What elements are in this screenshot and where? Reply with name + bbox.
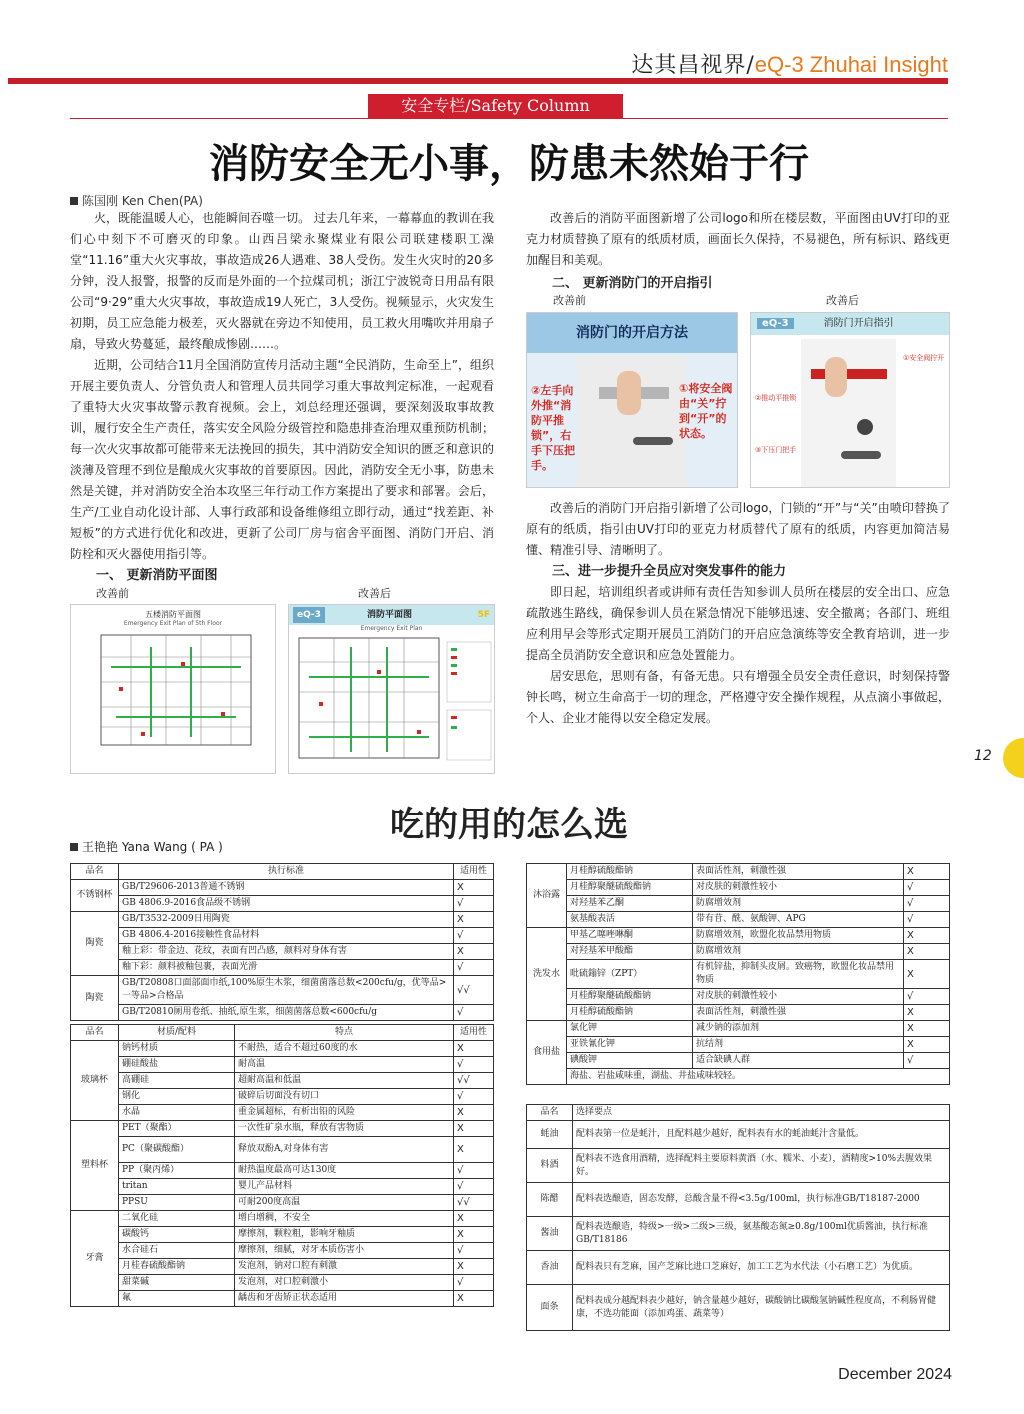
door-handle (841, 451, 881, 459)
table-cell: 月桂醇聚醚硫酸酯钠 (567, 880, 693, 896)
table-cell: X (454, 1105, 494, 1121)
table-cell: 重金属超标，有析出铅的风险 (235, 1105, 454, 1121)
table-cell: 碘酸钾 (567, 1053, 693, 1069)
table-cell: X (904, 1021, 950, 1037)
table-cell: 酱油 (527, 1217, 573, 1251)
door-after-step1: ①安全阀拧开 (903, 354, 945, 362)
table-cell: 二氧化硅 (119, 1211, 235, 1227)
table-cell: 食用盐 (527, 1021, 567, 1085)
table-cell: GB 4806.9-2016食品级不锈钢 (119, 896, 454, 912)
section-heading: 三、进一步提升全员应对突发事件的能力 (552, 564, 787, 579)
table-header: 适用性 (454, 1025, 494, 1041)
door-before-right-note: ①将安全阀由“关”拧到“开”的状态。 (679, 382, 733, 440)
table-row (71, 1291, 494, 1307)
plan-before-subtitle: Emergency Exit Plan of 5th Floor (123, 620, 223, 627)
caption-before: 改善前 (96, 587, 129, 600)
table-cell: √ (454, 1179, 494, 1195)
table-cell: GB/T29606-2013普通不锈钢 (119, 880, 454, 896)
plan-after-subtitle: Emergency Exit Plan (360, 625, 423, 632)
plan-after-banner (289, 605, 494, 625)
table-cell: 表面活性剂，刺激性强 (693, 1005, 904, 1021)
table-row (71, 1137, 494, 1163)
article1-left-column (70, 208, 494, 586)
table-cell: PET（聚酯） (119, 1121, 235, 1137)
table-materials (70, 1024, 494, 1307)
table-cell: 配料表只有芝麻，国产芝麻比进口芝麻好，加工工艺为水代法（小石磨工艺）为优质。 (573, 1251, 950, 1285)
caption-before: 改善前 (553, 294, 586, 307)
table-cell: 配料表第一位是蚝汁，且配料越少越好，配料表有水的蚝油蚝汁含量低。 (573, 1121, 950, 1149)
table-cell: 沐浴露 (527, 864, 567, 928)
column-rule (70, 118, 948, 119)
table-cell: 可耐200度高温 (235, 1195, 454, 1211)
table-cell: 破碎后切面没有切口 (235, 1089, 454, 1105)
table-header: 适用性 (454, 864, 494, 880)
table-row (71, 1179, 494, 1195)
table-row (527, 880, 950, 896)
table-cell: √ (904, 989, 950, 1005)
door-photo (801, 339, 896, 487)
table-cell: √ (454, 1275, 494, 1291)
table-row (71, 1211, 494, 1227)
table-cell: GB/T3532-2009日用陶瓷 (119, 912, 454, 928)
table-row (527, 1053, 950, 1069)
table-cell: 亚铁氰化钾 (567, 1037, 693, 1053)
table-cell: √ (454, 1005, 494, 1021)
table-header: 品名 (71, 1025, 119, 1041)
table-cell: 释放双酚A,对身体有害 (235, 1137, 454, 1163)
door-guide-after-image (750, 312, 950, 488)
table-cell: 防腐增效剂，欧盟化妆品禁用物质 (693, 928, 904, 944)
table-row (71, 944, 494, 960)
table-row (527, 1069, 950, 1085)
table-row (527, 1121, 950, 1149)
table-cell: PPSU (119, 1195, 235, 1211)
table-row (71, 1057, 494, 1073)
door-photo (577, 357, 687, 487)
table-row (527, 989, 950, 1005)
table-row (527, 928, 950, 944)
table-cell: 洗发水 (527, 928, 567, 1021)
table-cell: X (904, 864, 950, 880)
door-after-step2: ②推动平推锁 (755, 394, 797, 402)
safety-valve (857, 419, 873, 435)
table-cell: √√ (454, 1073, 494, 1089)
table-cell: PC（聚碳酸酯） (119, 1137, 235, 1163)
table-cell: 月桂春硫酸酯钠 (119, 1259, 235, 1275)
table-cups-standards (70, 863, 494, 1021)
push-bar (811, 369, 887, 379)
table-row (527, 1251, 950, 1285)
table-cell: 带有苷、酰、氨酸钾、APG (693, 912, 904, 928)
table-cell: 牙膏 (71, 1211, 119, 1307)
table-cell: 适合缺碘人群 (693, 1053, 904, 1069)
table-cell: √ (904, 1053, 950, 1069)
table-header: 特点 (235, 1025, 454, 1041)
table-row (71, 1073, 494, 1089)
table-cell: 甜菜碱 (119, 1275, 235, 1291)
table-row (71, 880, 494, 896)
table-cell: √ (904, 912, 950, 928)
table-row (527, 912, 950, 928)
table-cell: √ (454, 928, 494, 944)
table-cell: 超耐高温和低温 (235, 1073, 454, 1089)
hand (825, 357, 847, 397)
table-cell: X (454, 1259, 494, 1275)
table-cell: √ (454, 1163, 494, 1179)
table-cell: 塑料杯 (71, 1121, 119, 1211)
table-cell: 面条 (527, 1285, 573, 1331)
page-number: 12 (974, 748, 992, 764)
table-cell: √ (904, 896, 950, 912)
table-row (527, 960, 950, 989)
table-cell: 不耐热，适合不超过60度的水 (235, 1041, 454, 1057)
article1-author (70, 192, 203, 209)
table-cell: √ (454, 960, 494, 976)
table-cell: 配料表不选食用酒精，选择配料主要原料黄酒（水、糯米、小麦），酒精度>10%去腥效果好。 (573, 1149, 950, 1183)
table-cell: 碳酸钙 (119, 1227, 235, 1243)
table-row (71, 928, 494, 944)
paragraph: 即日起，培训组织者或讲师有责任告知参训人员所在楼层的安全出口、应急疏散逃生路线，确保参训人员在紧急情况下能够迅速、安全撤离；各部门、班组应利用早会等形式定期开展员工消防门的开启应急演练等安全教育培训，进一步提高全员消防安全意识和应急处置能力。 (526, 585, 950, 662)
table-cell: GB/T20810厕用卷纸、抽纸,原生浆，细菌菌落总数<600cfu/g (119, 1005, 454, 1021)
table-cell: 釉下彩：颜料被釉包裹，表面光滑 (119, 960, 454, 976)
table-row (71, 1195, 494, 1211)
table-header: 材质/配料 (119, 1025, 235, 1041)
table-row (527, 1149, 950, 1183)
table-cell: 陶瓷 (71, 976, 119, 1021)
table-cell: 配料表成分越配料表少越好，钠含量越少越好，碳酸钠比碳酸氢钠碱性程度高，不利肠胃健康，不选功能面（添加鸡蛋、蔬菜等） (573, 1285, 950, 1331)
table-row (71, 1005, 494, 1021)
table-cell: 硼硅酸盐 (119, 1057, 235, 1073)
table-cell: 水合硅石 (119, 1243, 235, 1259)
author-bullet-icon (70, 197, 78, 205)
table-row (71, 896, 494, 912)
table-cell: X (454, 880, 494, 896)
table-row (71, 960, 494, 976)
table-cell: 陶瓷 (71, 912, 119, 976)
header-zh: 达其昌视界/ (631, 53, 755, 78)
table-row (71, 1041, 494, 1057)
floor-plan-before-image (70, 604, 276, 774)
table-cell: 对皮肤的刺激性较小 (693, 989, 904, 1005)
table-row (71, 1259, 494, 1275)
table-cell: 摩擦剂，颗粒粗，影响牙釉质 (235, 1227, 454, 1243)
table-cell: X (454, 1211, 494, 1227)
table-cell: X (904, 960, 950, 989)
paragraph: 改善后的消防门开启指引新增了公司logo，门锁的“开”与“关”由喷印替换了原有的纸质，指引由UV打印的亚克力材质替代了原有的纸质，内容更加简洁易懂、精准引导、清晰明了。 (526, 501, 950, 557)
paragraph: 居安思危，思则有备，有备无患。只有增强全员安全责任意识，时刻保持警钟长鸣，树立生命高于一切的理念，严格遵守安全操作规程，从点滴小事做起，个人、企业才能得以安全稳定发展。 (526, 669, 950, 725)
table-cell: tritan (119, 1179, 235, 1195)
table-cell: 氟 (119, 1291, 235, 1307)
table-cell: √ (904, 880, 950, 896)
table-cell: √ (454, 1243, 494, 1259)
caption-after: 改善后 (358, 587, 391, 600)
table-cell: √ (454, 896, 494, 912)
article1-right-column-top (526, 208, 950, 294)
paragraph: 近期，公司结合11月全国消防宣传月活动主题“全民消防，生命至上”，组织开展主要负责人、分管负责人和管理人员共同学习重大事故判定标准，一起观看了重特大火灾事故警示教育视频。会上，刘总经理还强调，要深刻汲取事故教训，履行安全生产责任，落实安全风险分级管控和隐患排查治理双重预防机制；每一次火灾事故都可能带来无法挽回的损失，其中消防安全知识的匮乏和意识的淡薄及管理不到位是酿成火灾事故的首要原因。因此，消防安全无小事，防患未然是关键，并对消防安全治本攻坚三年行动工作方案提出了要求和部署。会后，生产/工业自动化设计部、人事行政部和设备维修组立即行动，通过“找差距、补短板”的方式进行优化和改进，更新了公司厂房与宿舍平面图、消防门开启、消防栓和灭火器使用指引等。 (70, 358, 494, 561)
hand (617, 371, 641, 415)
table-cell: GB 4806.4-2016接触性食品材料 (119, 928, 454, 944)
table-row (527, 1021, 950, 1037)
table-row (71, 1121, 494, 1137)
table-cell: 摩擦剂，细腻，对牙本质伤害小 (235, 1243, 454, 1259)
author-bullet-icon (70, 843, 78, 851)
table-cell: 不锈钢杯 (71, 880, 119, 912)
paragraph: 改善后的消防平面图新增了公司logo和所在楼层数，平面图由UV打印的亚克力材质替换了原有的纸质材质，画面长久保持，不易褪色，所有标识、路线更加醒目和美观。 (526, 211, 950, 267)
table-cell: 表面活性剂，刺激性强 (693, 864, 904, 880)
table-cell: 海盐、岩盐咸味重，湖盐、井盐咸味较轻。 (567, 1069, 950, 1085)
table-row (527, 1183, 950, 1217)
table-cell: 耐高温 (235, 1057, 454, 1073)
magazine-header (631, 48, 948, 79)
table-cell: 耐热温度最高可达130度 (235, 1163, 454, 1179)
plan-after-floor: 5F (477, 610, 490, 620)
table-cell: 龋齿和牙齿矫正状态适用 (235, 1291, 454, 1307)
table-cell: X (454, 1041, 494, 1057)
table-cell: 防腐增效剂 (693, 944, 904, 960)
plan-after-title: 消防平面图 (367, 610, 413, 620)
table-cell: √ (454, 1089, 494, 1105)
table-cell: 对皮肤的刺激性较小 (693, 880, 904, 896)
table-cell: 增白增稠，不安全 (235, 1211, 454, 1227)
door-before-left-note: ②左手向外推“消防平推锁”，右手下压把手。 (531, 384, 575, 472)
table-cell: 氨基酸表活 (567, 912, 693, 928)
table-header: 执行标准 (119, 864, 454, 880)
table-cell: √√ (454, 1195, 494, 1211)
table-row (527, 944, 950, 960)
table-cell: 一次性矿泉水瓶，释放有害物质 (235, 1121, 454, 1137)
table-row (71, 1227, 494, 1243)
article1-right-column-bottom (526, 498, 950, 729)
table-row (71, 1163, 494, 1179)
caption-after: 改善后 (826, 294, 859, 307)
table-header: 选择要点 (573, 1105, 950, 1121)
author-name: 陈国刚 Ken Chen(PA) (82, 194, 203, 208)
table-cell: 钠钙材质 (119, 1041, 235, 1057)
table-header: 品名 (527, 1105, 573, 1121)
table-cell: 高硼硅 (119, 1073, 235, 1089)
header-rule (8, 78, 948, 84)
table-cell: PP（聚丙烯） (119, 1163, 235, 1179)
table-cell: X (454, 1137, 494, 1163)
table-row (527, 1005, 950, 1021)
table-cell: 有机锌盐，抑制头皮屑。致癌物，欧盟化妆品禁用物质 (693, 960, 904, 989)
author-name: 王艳艳 Yana Wang ( PA ) (82, 840, 223, 854)
plan-before-drawing (71, 627, 276, 767)
door-after-banner (751, 313, 949, 335)
table-cell: 料酒 (527, 1149, 573, 1183)
table-personal-care (526, 863, 950, 1085)
plan-after-drawing (289, 632, 495, 772)
floor-plan-after-image (288, 604, 495, 774)
table-cell: X (904, 928, 950, 944)
table-cell: X (904, 944, 950, 960)
table-cell: 配料表选酿造，固态发酵，总酸含量不得<3.5g/100ml，执行标准GB/T18187-2000 (573, 1183, 950, 1217)
table-header: 品名 (71, 864, 119, 880)
table-cell: 甲基乙噻唑啉酮 (567, 928, 693, 944)
door-guide-before-image (526, 312, 738, 488)
article2-title: 吃的用的怎么选 (390, 805, 628, 845)
table-cell: 陈醋 (527, 1183, 573, 1217)
table-cell: 水晶 (119, 1105, 235, 1121)
plan-after-logo: eQ-3 (293, 607, 325, 623)
door-before-title: 消防门的开启方法 (527, 313, 737, 353)
article2-author (70, 838, 223, 855)
table-cell: 发泡剂，钠对口腔有刺激 (235, 1259, 454, 1275)
table-cell: 月桂醇聚醚硫酸酯钠 (567, 989, 693, 1005)
table-cell: √ (454, 1057, 494, 1073)
table-row (527, 896, 950, 912)
table-row (527, 864, 950, 880)
table-cell: 玻璃杯 (71, 1041, 119, 1121)
table-cell: X (454, 912, 494, 928)
paragraph: 火，既能温暖人心，也能瞬间吞噬一切。 过去几年来，一幕幕血的教训在我们心中刻下不可磨灭的印象。山西吕梁永聚煤业有限公司联建楼职工澡堂“11.16”重大火灾事故，事故造成26人遇难、38人受伤。发生火灾时的20多分钟，没人报警，报警的反而是外面的一个拉煤司机；浙江宁波锐奇日用品有限公司“9·29”重大火灾事故，事故造成19人死亡，3人受伤。视频显示，火灾发生初期，员工应急能力极差，灭火器就在旁边不知使用，员工救火用嘴吹并用扇子扇，导致火势蔓延，最终酿成惨剧……。 (70, 211, 494, 351)
door-after-title: 消防门开启指引 (823, 318, 894, 329)
door-handle (633, 437, 673, 445)
table-row (71, 912, 494, 928)
plan-before-title: 五楼消防平面图 (145, 610, 201, 619)
table-cell: 抗结剂 (693, 1037, 904, 1053)
table-cell: 吡硫鎓锌（ZPT） (567, 960, 693, 989)
table-row (71, 1275, 494, 1291)
table-cell: 香油 (527, 1251, 573, 1285)
page-tab (1003, 738, 1024, 778)
table-cell: 月桂醇硫酸酯钠 (567, 864, 693, 880)
table-row (71, 1243, 494, 1259)
table-cell: 月桂醇硫酸酯钠 (567, 1005, 693, 1021)
table-cell: 氯化钾 (567, 1021, 693, 1037)
table-row (71, 1105, 494, 1121)
table-cell: X (454, 944, 494, 960)
table-cell: 钢化 (119, 1089, 235, 1105)
section-heading: 二、 更新消防门的开启指引 (552, 276, 713, 291)
table-cell: 发泡剂，对口腔刺激小 (235, 1275, 454, 1291)
table-row (527, 1217, 950, 1251)
section-heading: 一、 更新消防平面图 (96, 568, 218, 583)
header-en: eQ-3 Zhuhai Insight (754, 52, 948, 77)
table-cell: X (904, 1037, 950, 1053)
table-cell: 对羟基苯甲酸酯 (567, 944, 693, 960)
table-cell: GB/T20808口面部面巾纸,100%原生木浆，细菌菌落总数<200cfu/g，优等品>一等品>合格品 (119, 976, 454, 1005)
table-cell: X (454, 1227, 494, 1243)
table-cell: X (904, 1005, 950, 1021)
table-row (527, 1037, 950, 1053)
table-cell: 婴儿产品材料 (235, 1179, 454, 1195)
table-row (527, 1285, 950, 1331)
table-cell: 防腐增效剂 (693, 896, 904, 912)
table-cell: X (454, 1291, 494, 1307)
door-after-logo: eQ-3 (757, 318, 794, 329)
column-tag: 安全专栏/Safety Column (368, 94, 623, 118)
table-condiments (526, 1104, 950, 1331)
table-cell: 蚝油 (527, 1121, 573, 1149)
article1-title: 消防安全无小事，防患未然始于行 (209, 140, 809, 187)
table-cell: 减少钠的添加剂 (693, 1021, 904, 1037)
table-cell: X (454, 1121, 494, 1137)
issue-date: December 2024 (838, 1366, 952, 1383)
table-cell: 对羟基苯乙酮 (567, 896, 693, 912)
table-cell: 釉上彩：带金边、花纹，表面有凹凸感，颜料对身体有害 (119, 944, 454, 960)
table-row (71, 1089, 494, 1105)
table-row (71, 976, 494, 1005)
door-after-step3: ③下压门把手 (755, 446, 797, 454)
table-cell: √√ (454, 976, 494, 1005)
table-cell: 配料表选酿造，特级>一级>二级>三级，氨基酸态氮≥0.8g/100ml优质酱油，执行标准GB/T18186 (573, 1217, 950, 1251)
